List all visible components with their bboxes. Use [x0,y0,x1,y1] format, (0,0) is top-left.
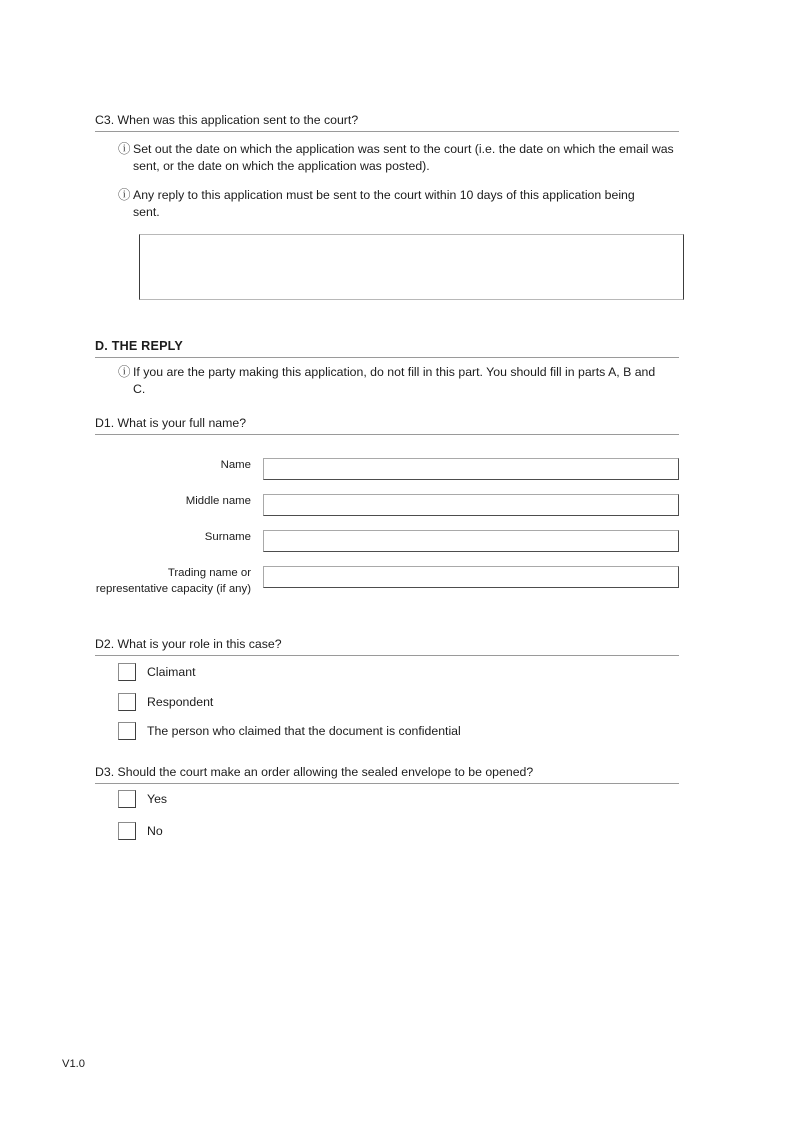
field-row-surname [95,530,679,552]
checkbox-row-claimant[interactable] [118,663,196,681]
section-d-heading: D. THE REPLY [95,339,184,353]
field-label-middle-name: Middle name [185,495,251,507]
section-c3-answer-textarea[interactable] [139,234,684,300]
checkbox-label-confidential-claimer: The person who claimed that the document is confidential [147,724,461,738]
section-d1-header [95,415,679,435]
info-icon: ⓘ [118,365,131,379]
field-label-trading-name: Trading name or representative capacity (if any) [95,567,251,595]
checkbox-yes[interactable] [118,790,136,808]
section-d-rule [95,357,679,358]
checkbox-row-yes[interactable] [118,790,167,808]
section-d2-header [95,636,679,656]
field-row-trading-name [95,566,679,597]
section-d-hint-1 [118,364,663,397]
field-label-surname: Surname [204,531,251,543]
checkbox-row-confidential-claimer[interactable] [118,722,461,740]
info-icon: ⓘ [118,188,131,202]
footer-version: V1.0 [62,1058,86,1070]
section-c3-hint-1-text: Set out the date on which the application was sent to the court (i.e. the date on which the email was sent, or the date on which the application was posted). [133,142,674,173]
field-row-name [95,458,679,480]
section-d3-rule [95,783,679,784]
checkbox-label-claimant: Claimant [147,665,196,679]
checkbox-respondent[interactable] [118,693,136,711]
section-d2-rule [95,655,679,656]
surname-input[interactable] [263,530,679,552]
section-c3-header [95,112,679,132]
checkbox-label-yes: Yes [147,792,168,806]
checkbox-label-respondent: Respondent [147,695,214,709]
info-icon: ⓘ [118,142,131,156]
section-c3-hint-1 [118,141,680,174]
section-d-header [95,338,679,358]
section-d1-rule [95,434,679,435]
field-label-name: Name [220,459,251,471]
checkbox-confidential-claimer[interactable] [118,722,136,740]
section-d2-heading: D2. What is your role in this case? [95,637,282,651]
field-row-middle-name [95,494,679,516]
section-d3-header [95,764,679,784]
section-c3-hint-2-text: Any reply to this application must be sent to the court within 10 days of this application being sent. [133,188,635,219]
checkbox-row-no[interactable] [118,822,163,840]
section-c3-rule [95,131,679,132]
section-c3-hint-2 [118,187,638,220]
checkbox-label-no: No [147,824,163,838]
section-d-hint-1-text: If you are the party making this application, do not fill in this part. You should fill in parts A, B and C. [133,365,656,396]
checkbox-row-respondent[interactable] [118,693,213,711]
checkbox-claimant[interactable] [118,663,136,681]
section-d3-heading: D3. Should the court make an order allowing the sealed envelope to be opened? [95,765,534,779]
name-input[interactable] [263,458,679,480]
checkbox-no[interactable] [118,822,136,840]
trading-name-input[interactable] [263,566,679,588]
section-d1-heading: D1. What is your full name? [95,416,247,430]
middle-name-input[interactable] [263,494,679,516]
section-c3-heading: C3. When was this application sent to the court? [95,113,359,127]
